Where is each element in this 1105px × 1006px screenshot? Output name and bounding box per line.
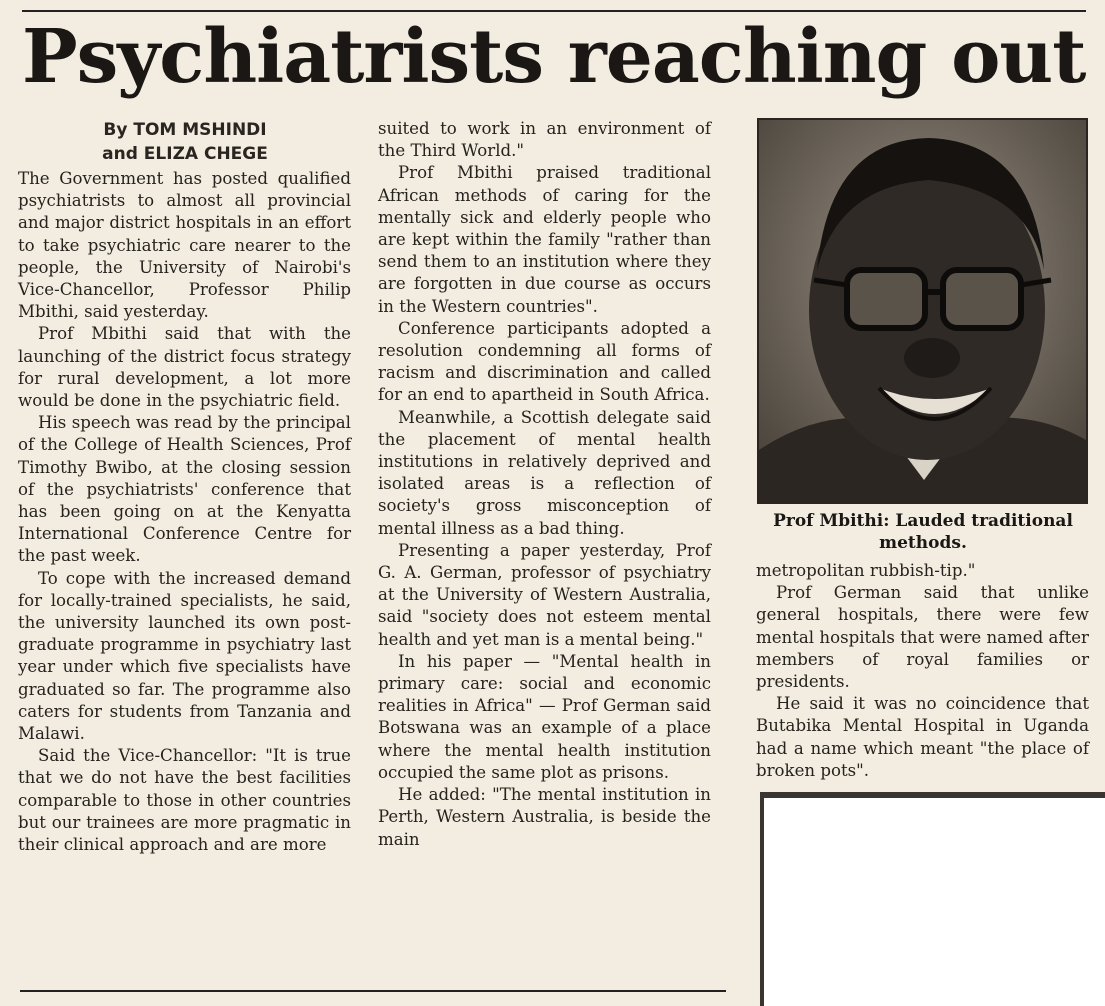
paragraph: Prof German said that unlike general hospitals, there were few mental hospitals that were named after members of royal families or presidents. [756, 583, 1089, 692]
portrait-illustration [759, 120, 1086, 502]
paragraph: The Government has posted qualified psychiatrists to almost all provincial and major district hospitals in an effort to take psychiatric care nearer to the people, the University of Nairobi's Vice-Chancellor, Professor Philip Mbithi, said yesterday. [18, 169, 351, 322]
paragraph: suited to work in an environment of the Third World." [378, 119, 711, 161]
byline-line-1: By TOM MSHINDI [103, 120, 267, 140]
article-column-3 [756, 560, 1089, 782]
paragraph: Prof Mbithi said that with the launching of the district focus strategy for rural development, a lot more would be done in the psychiatric field. [18, 324, 351, 411]
paragraph: He added: "The mental institution in Perth, Western Australia, is beside the main [378, 785, 711, 849]
headline: Psychiatrists reaching out [22, 14, 1086, 100]
bottom-rule [20, 990, 726, 992]
paragraph: metropolitan rubbish-tip." [756, 561, 976, 580]
paragraph: Conference participants adopted a resolution condemning all forms of racism and discrimination and called for an end to apartheid in South Africa. [378, 318, 711, 405]
paragraph: Said the Vice-Chancellor: "It is true that we do not have the best facilities comparable to those in other countries but our trainees are more pragmatic in their clinical approach and are more [18, 746, 351, 855]
paragraph: Meanwhile, a Scottish delegate said the placement of mental health institutions in relatively deprived and isolated areas is a reflection of society's gross misconception of mental illness as a bad thing. [378, 407, 711, 538]
paragraph: Prof Mbithi praised traditional African methods of caring for the mentally sick and elderly people who are kept within the family "rather than send them to an institution where they are forgotten in due course as occurs in the Western countries". [378, 163, 711, 316]
paragraph: He said it was no coincidence that Butabika Mental Hospital in Uganda had a name which meant "the place of broken pots". [756, 694, 1089, 780]
photo-caption: Prof Mbithi: Lauded traditional methods. [773, 511, 1073, 553]
paragraph: His speech was read by the principal of the College of Health Sciences, Prof Timothy Bwibo, at the closing session of the psychiatrists' conference that has been going on at the Kenyatta International Conference Centre for the past week. [18, 413, 351, 566]
paragraph: To cope with the increased demand for locally-trained specialists, he said, the university launched its own post-graduate programme in psychiatry last year under which five specialists have graduated so far. The programme also caters for students from Tanzania and Malawi. [18, 568, 351, 744]
paragraph: Presenting a paper yesterday, Prof G. A. German, professor of psychiatry at the University of Western Australia, said "society does not esteem mental health and yet man is a mental being." [378, 540, 711, 649]
portrait-photo [757, 118, 1088, 504]
paragraph: In his paper — "Mental health in primary care: social and economic realities in Africa" — Prof German said Botswana was an example of a place where the mental health institution occupied the same plot as prisons. [378, 651, 711, 782]
byline [60, 118, 310, 166]
adjacent-article-box [760, 792, 1105, 1006]
article-column-1 [18, 168, 351, 856]
article-column-2 [378, 118, 711, 851]
byline-line-2: and ELIZA CHEGE [102, 144, 268, 164]
